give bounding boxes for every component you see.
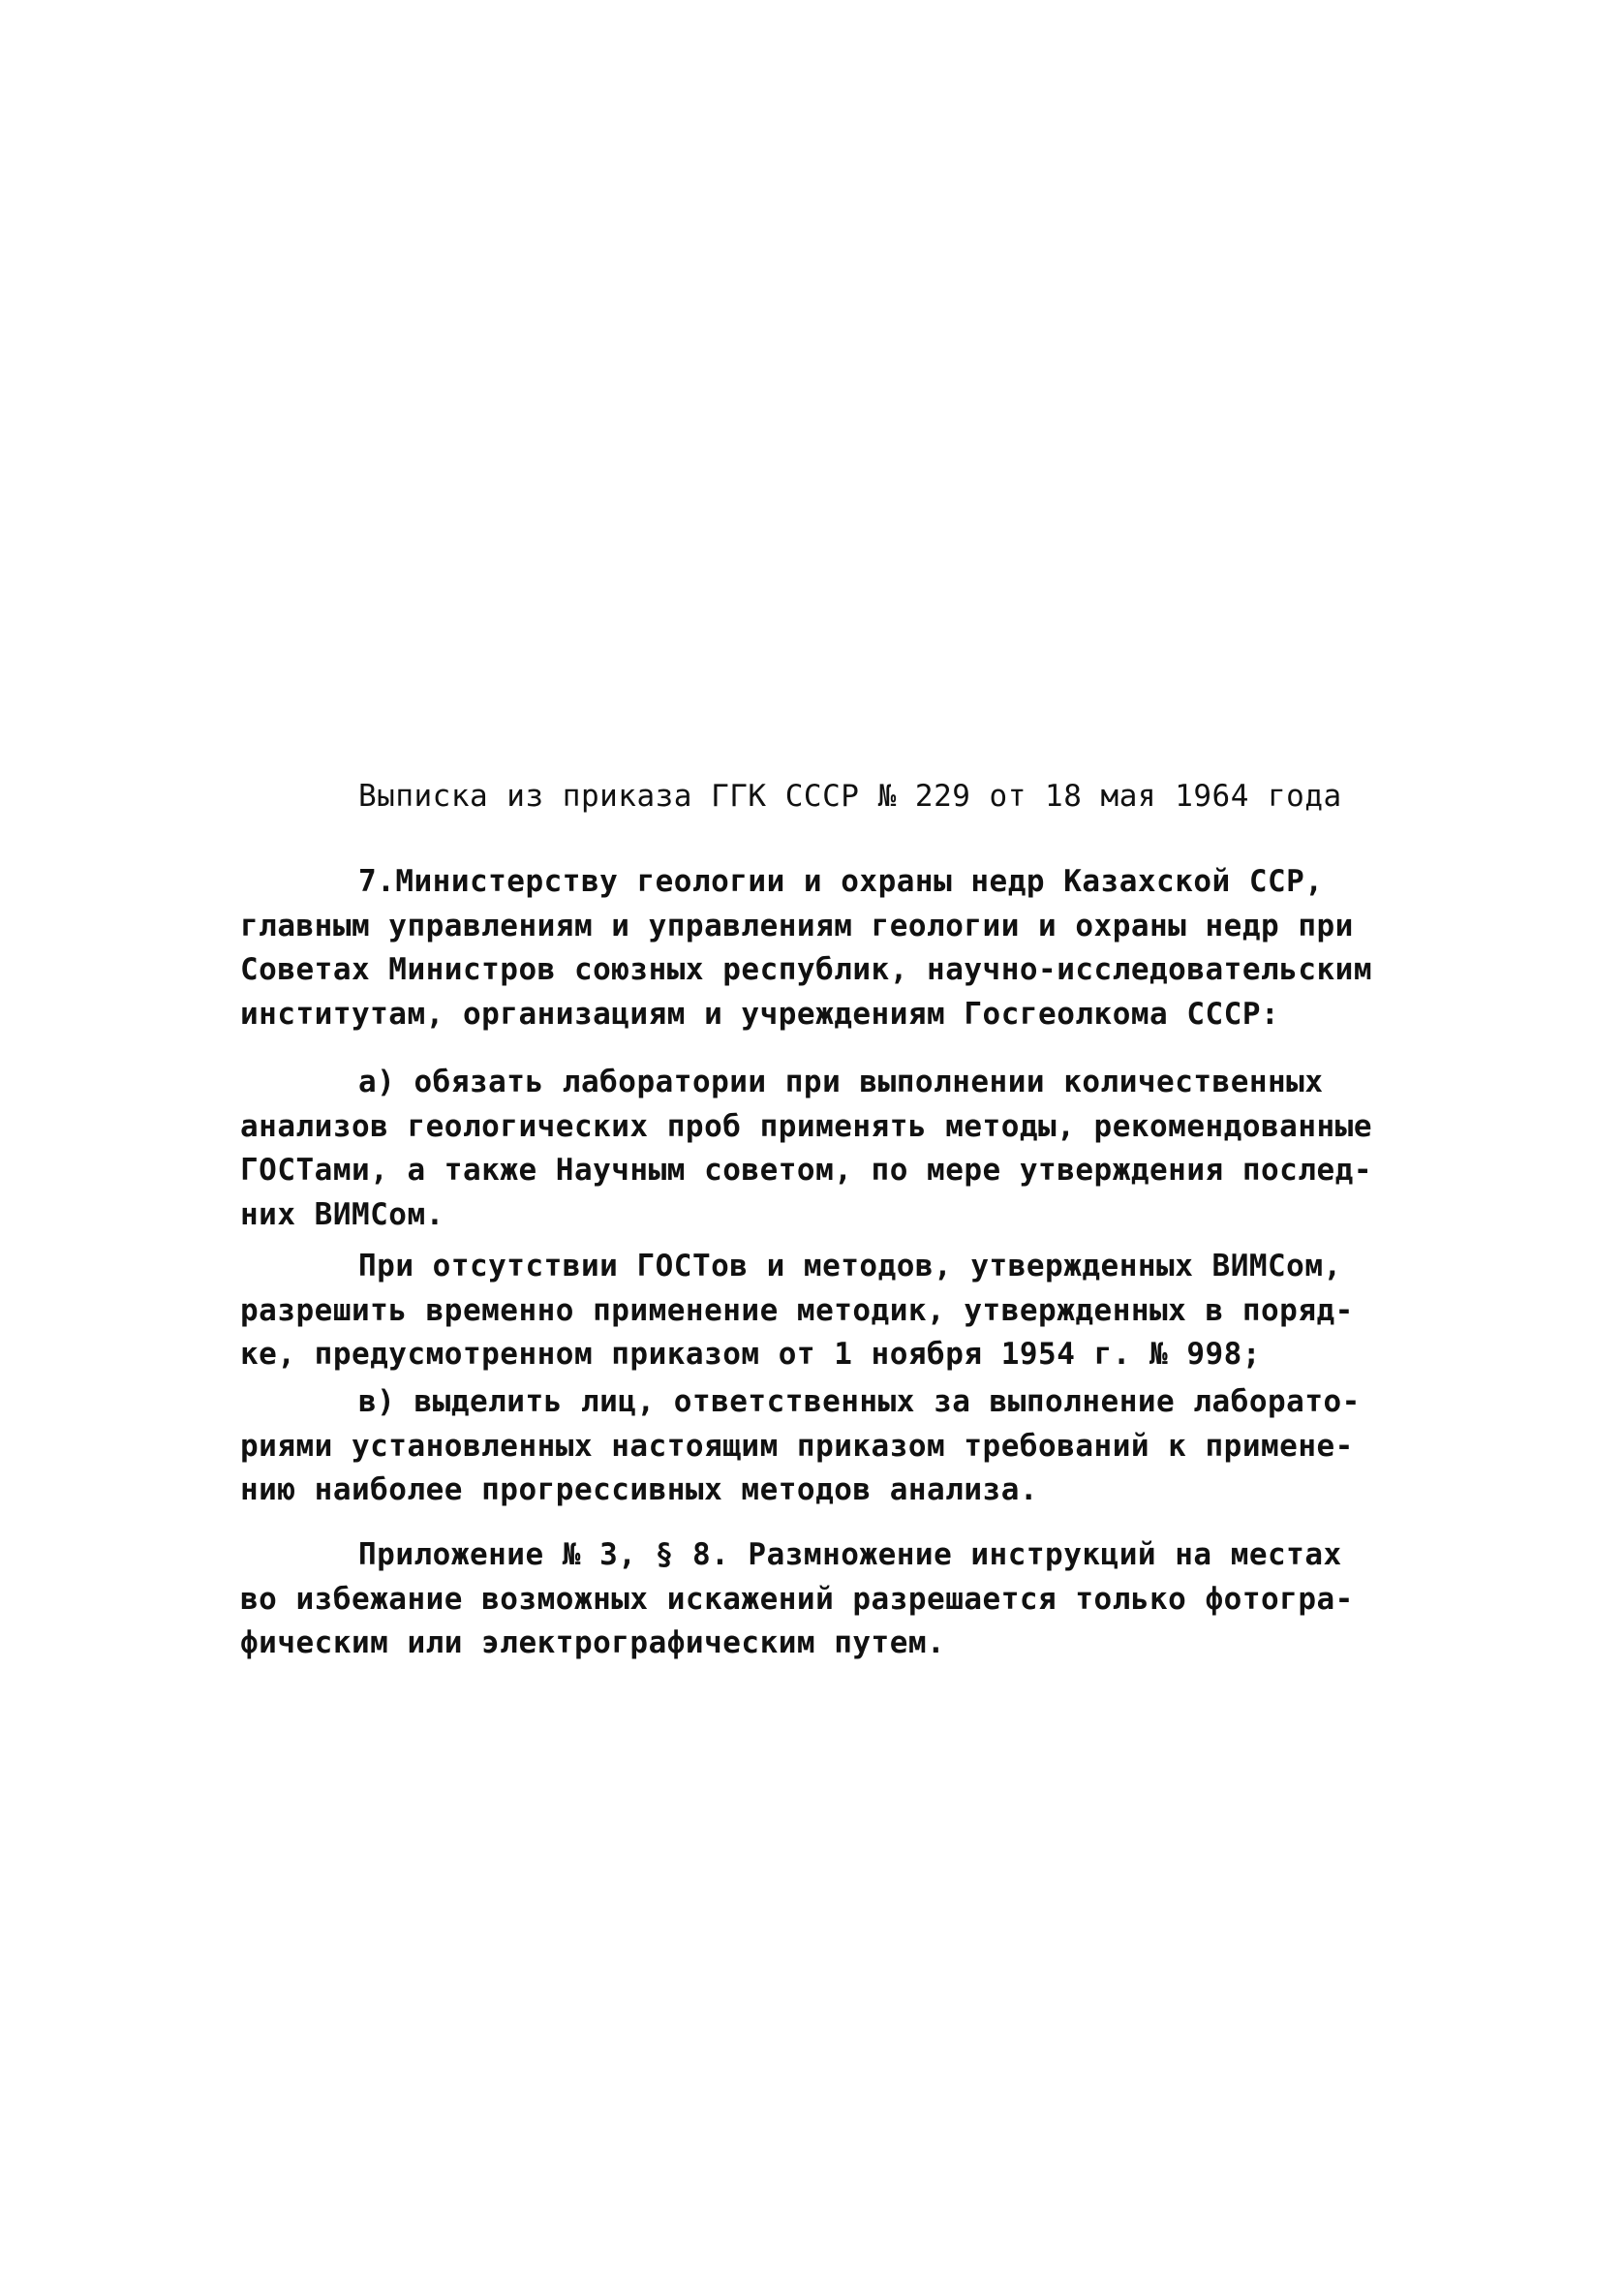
text-line: а) обязать лаборатории при выполнении количественных xyxy=(358,1065,1324,1099)
item-b xyxy=(240,1380,1402,1513)
text-line: главным управлениям и управлениям геологии и охраны недр при xyxy=(240,908,1354,943)
text-line: Приложение № 3, § 8. Размножение инструкций на местах xyxy=(358,1537,1342,1572)
text-line: во избежание возможных искажений разрешается только фотогра- xyxy=(240,1581,1354,1617)
appendix-paragraph xyxy=(240,1533,1402,1666)
text-line: При отсутствии ГОСТов и методов, утвержденных ВИМСом, xyxy=(358,1249,1342,1283)
text-line: риями установленных настоящим приказом требований к примене- xyxy=(240,1428,1354,1464)
text-line: разрешить временно применение методик, утвержденных в поряд- xyxy=(240,1292,1354,1328)
text-line: Советах Министров союзных республик, научно-исследовательским xyxy=(240,952,1372,987)
paragraph-7 xyxy=(240,860,1402,1036)
text-line: нию наиболее прогрессивных методов анализа. xyxy=(240,1472,1039,1507)
text-line: них ВИМСом. xyxy=(240,1196,444,1232)
document-title: Выписка из приказа ГГК СССР № 229 от 18 мая 1964 года xyxy=(358,779,1342,814)
text-line: 7.Министерству геологии и охраны недр Казахской ССР, xyxy=(358,864,1324,899)
item-absence xyxy=(240,1245,1402,1377)
text-line: ГОСТами, а также Научным советом, по мере утверждения послед- xyxy=(240,1153,1372,1188)
text-line: ке, предусмотренном приказом от 1 ноября 1954 г. № 998; xyxy=(240,1337,1261,1372)
text-line: в) выделить лиц, ответственных за выполнение лаборато- xyxy=(358,1384,1361,1419)
text-line: фическим или электрографическим путем. xyxy=(240,1625,946,1660)
text-line: институтам, организациям и учреждениям Госгеолкома СССР: xyxy=(240,996,1280,1032)
text-line: анализов геологических проб применять методы, рекомендованные xyxy=(240,1108,1372,1144)
item-a xyxy=(240,1061,1402,1237)
